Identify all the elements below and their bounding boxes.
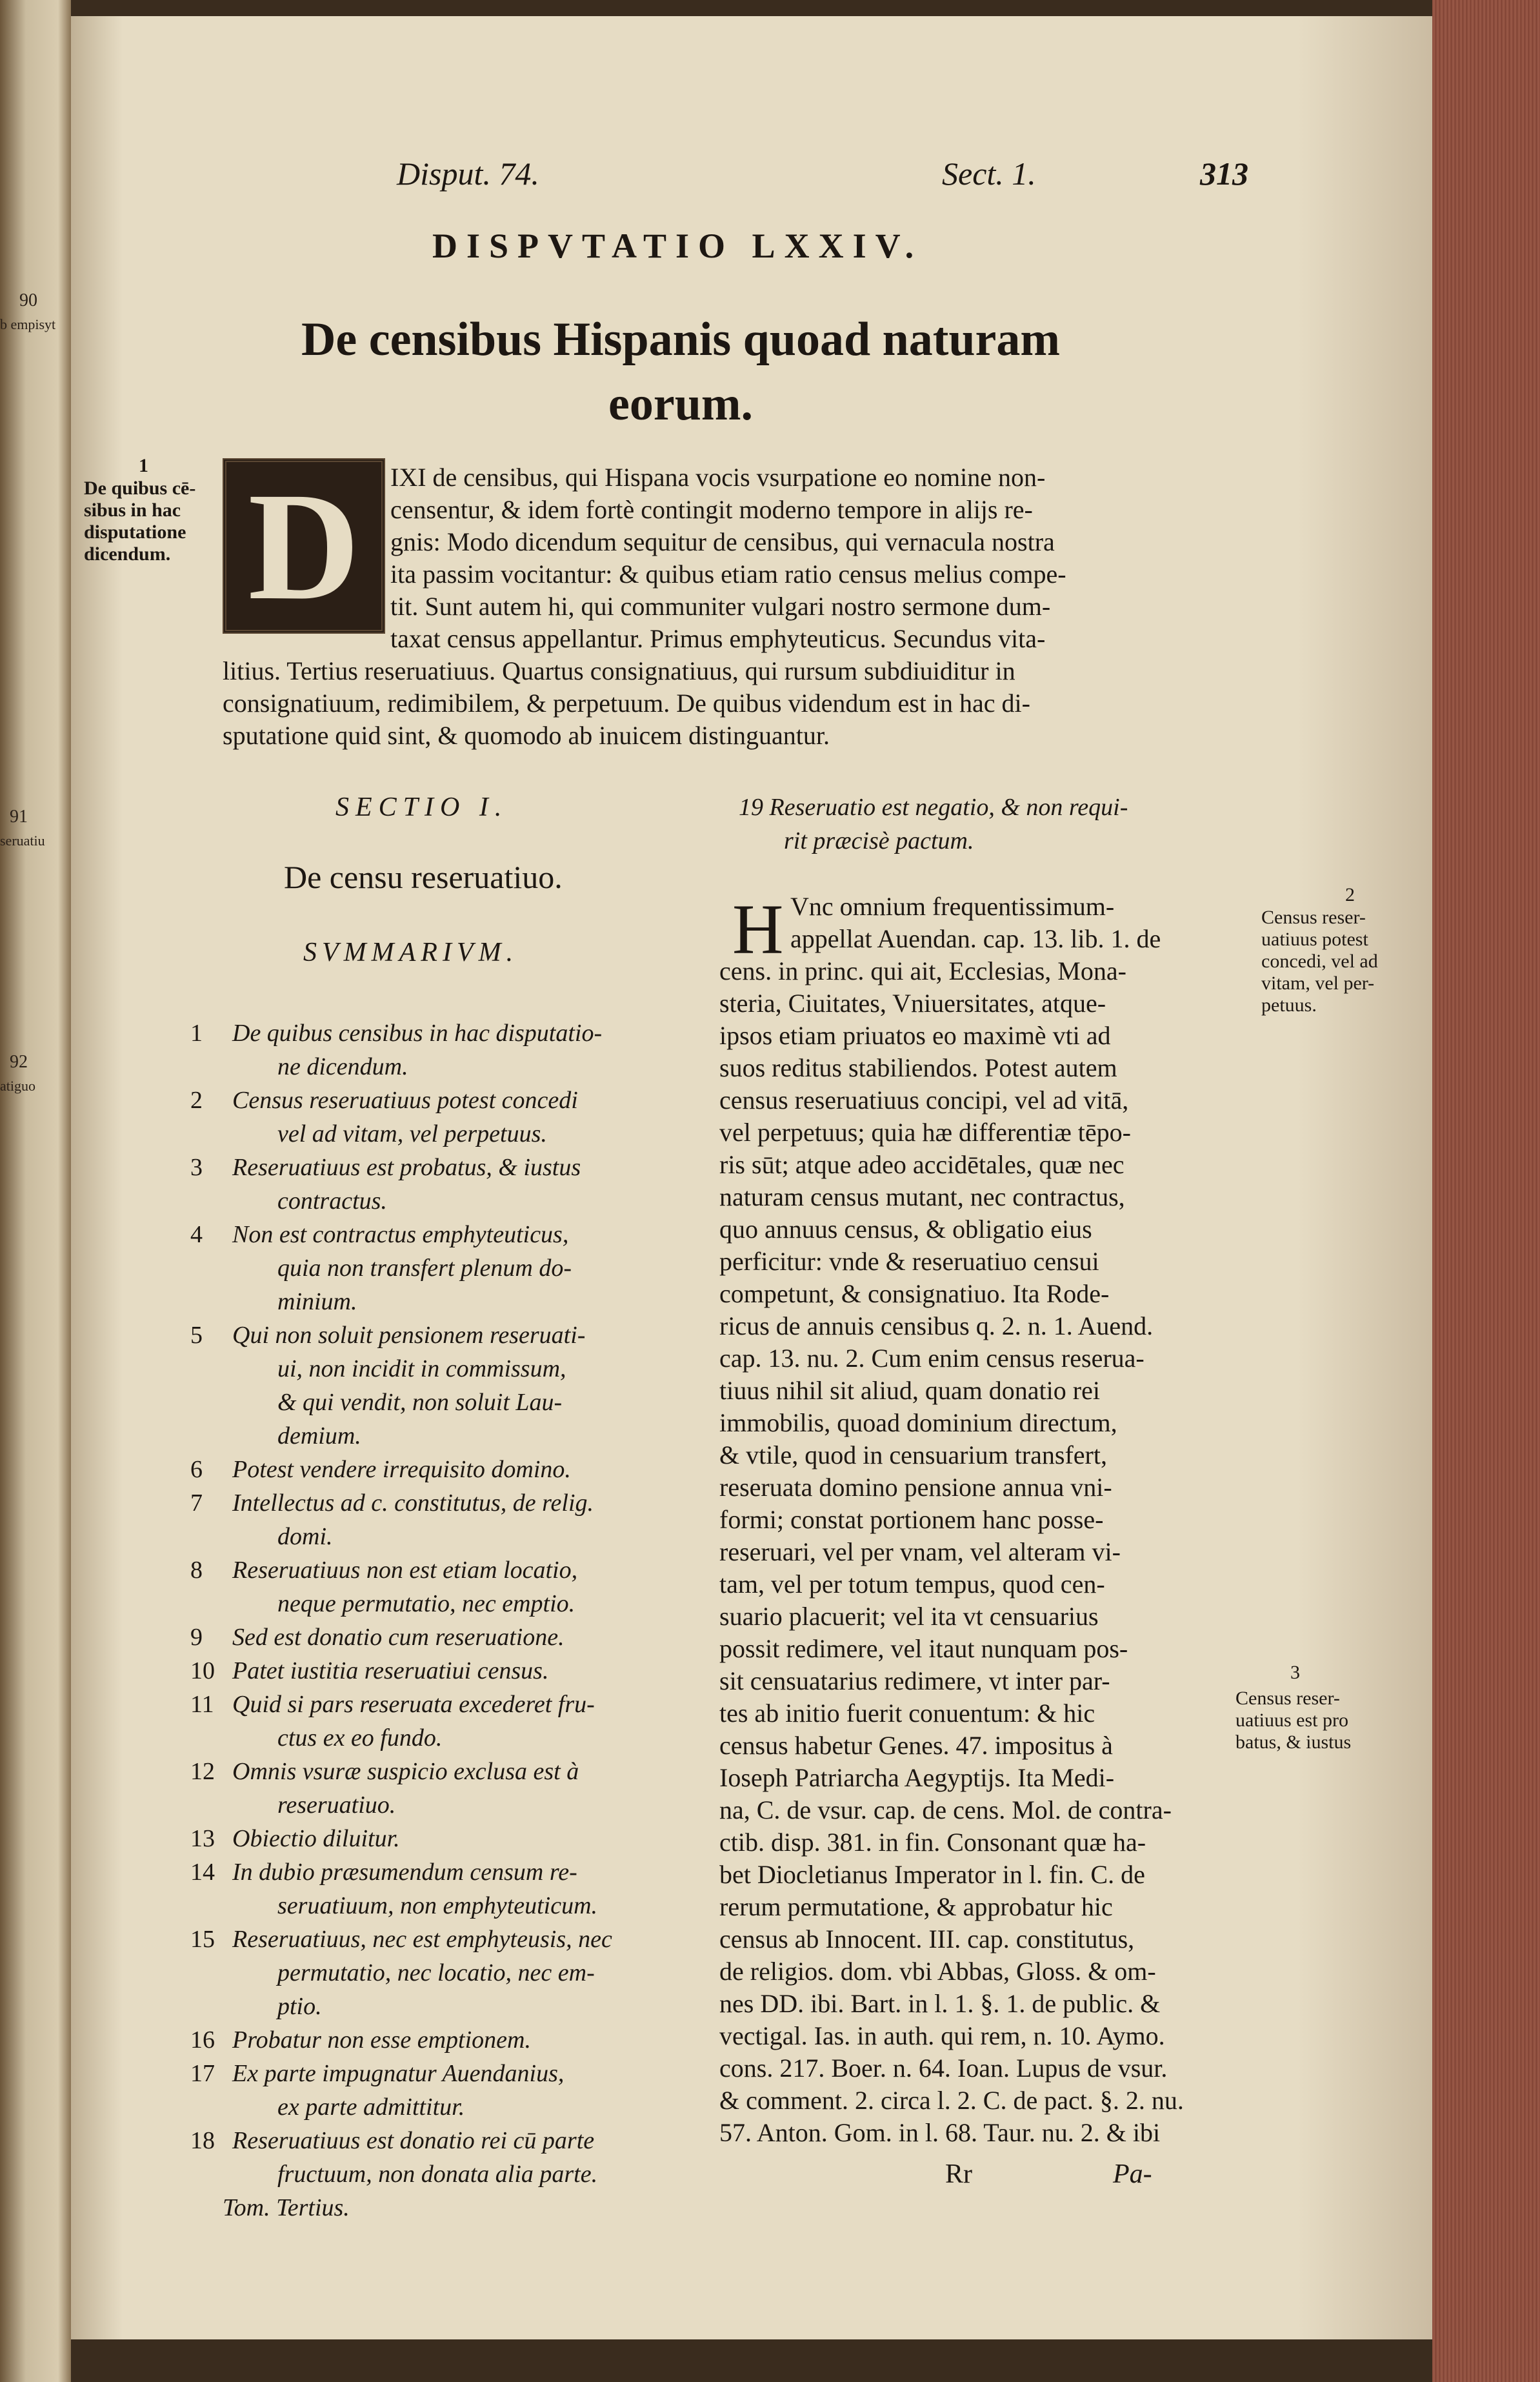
summary-item-19: 19 Reseruatio est negatio, & non requi- rit præcisè pactum. [739, 794, 1128, 854]
margin-note: Census reser- uatiuus est pro batus, & iustus [1235, 1688, 1352, 1753]
running-head-left: Disput. 74. [397, 156, 539, 192]
catchword: Pa- [1113, 2159, 1152, 2189]
margin-note: De quibus cē- sibus in hac disputatione dicendum. [84, 478, 196, 565]
facing-page-note: 92 [10, 1052, 28, 1072]
summarium-heading: SVMMARIVM. [303, 938, 519, 967]
intro-paragraph-bottom: litius. Tertius reseruatiuus. Quartus consignatiuus, qui rursum subdiuiditur in consignatiuum, redimibilem, & perpetuum. De quibus videndum est in hac di- sputatione quid sint, & quomodo ab inuicem distinguantur. [223, 656, 1030, 750]
facing-page-note: 90 [19, 290, 37, 310]
facing-page-strip [0, 0, 71, 2382]
sectio-heading: SECTIO I. [335, 792, 508, 822]
page-edge [1432, 0, 1540, 2382]
facing-page-note: seruatiu [0, 833, 45, 849]
margin-number: 3 [1290, 1662, 1300, 1683]
main-text-column: Vnc omnium frequentissimum- appellat Auendan. cap. 13. lib. 1. de cens. in princ. qui ait, Ecclesias, Mona- steria, Ciuitates, Vniuersitates, atque- ipsos etiam priuatos eo maximè vti ad suos reditus stabiliendos. Potest autem census reseruatiuus concipi, vel ad vitā, vel perpetuus; quia hæ differentiæ tēpo- ris sūt; atque adeo accidētales, quæ nec naturam census mutant, nec contractus, quo annuus census, & obligatio eius perficitur: vnde & reseruatiuo censui competunt, & consignatiuo. Ita Rode- ricus de annuis censibus q. 2. n. 1. Auend. cap. 13. nu. 2. Cum enim census reserua- tiuus nihil sit aliud, quam donatio rei immobilis, quoad dominium directum, & vtile, quod in censuarium transfert, reseruata domino pensione annua vni- formi; constat portionem hanc posse- reseruari, vel per vnam, vel alteram vi- tam, vel per totum tempus, quod cen- suario placuerit; vel ita vt censuarius possit redimere, vel itaut nunquam pos- sit censuatarius redimere, vt inter par- tes ab initio fuerit conuentum: & hic census habetur Genes. 47. impositus à Ioseph Patriarcha Aegyptijs. Ita Medi- na, C. de vsur. cap. de cens. Mol. de contra- ctib. disp. 381. in fin. Consonant quæ ha- bet Diocletianus Imperator in l. fin. C. de rerum permutatione, & approbatur hic census ab Innocent. III. cap. constitutus, de religios. dom. vbi Abbas, Gloss. & om- nes DD. ibi. Bart. in l. 1. §. 1. de public. & vectigal. Ias. in auth. qui rem, n. 10. Aymo. cons. 217. Boer. n. 64. Ioan. Lupus de vsur. & comment. 2. circa l. 2. C. de pact. §. 2. nu. 57. Anton. Gom. in l. 68. Taur. nu. 2. & ibi [719, 892, 1184, 2147]
facing-page-note: b empisyt [0, 316, 56, 332]
margin-number: 1 [139, 455, 148, 476]
decorated-initial: D [223, 458, 385, 634]
page-title: De censibus Hispanis quoad naturam [301, 313, 1061, 366]
page-number: 313 [1200, 156, 1248, 192]
running-head-center: Sect. 1. [942, 156, 1036, 192]
initial-h: H [732, 890, 784, 969]
margin-number: 2 [1345, 884, 1355, 905]
facing-page-note: atiguo [0, 1078, 35, 1094]
intro-paragraph-top: IXI de censibus, qui Hispana vocis vsurpatione eo nomine non- censentur, & idem fortè contingit moderno tempore in alijs re- gnis: Modo dicendum sequitur de censibus, qui vernacula nostra ita passim vocitantur: & quibus etiam ratio census melius compe- tit. Sunt autem hi, qui communiter vulgari nostro sermone dum- taxat census appellantur. Primus emphyteuticus. Secundus vita- [390, 463, 1066, 653]
facing-page-note: 91 [10, 807, 28, 827]
page-title-line2: eorum. [608, 378, 753, 430]
margin-note: Census reser- uatiuus potest concedi, vel ad vitam, vel per- petuus. [1261, 907, 1378, 1016]
disputatio-heading: DISPVTATIO LXXIV. [432, 227, 923, 265]
signature-mark: Rr [945, 2159, 972, 2189]
signature-tom: Tom. Tertius. [223, 2194, 350, 2221]
sectio-title: De censu reseruatiuo. [284, 859, 563, 895]
